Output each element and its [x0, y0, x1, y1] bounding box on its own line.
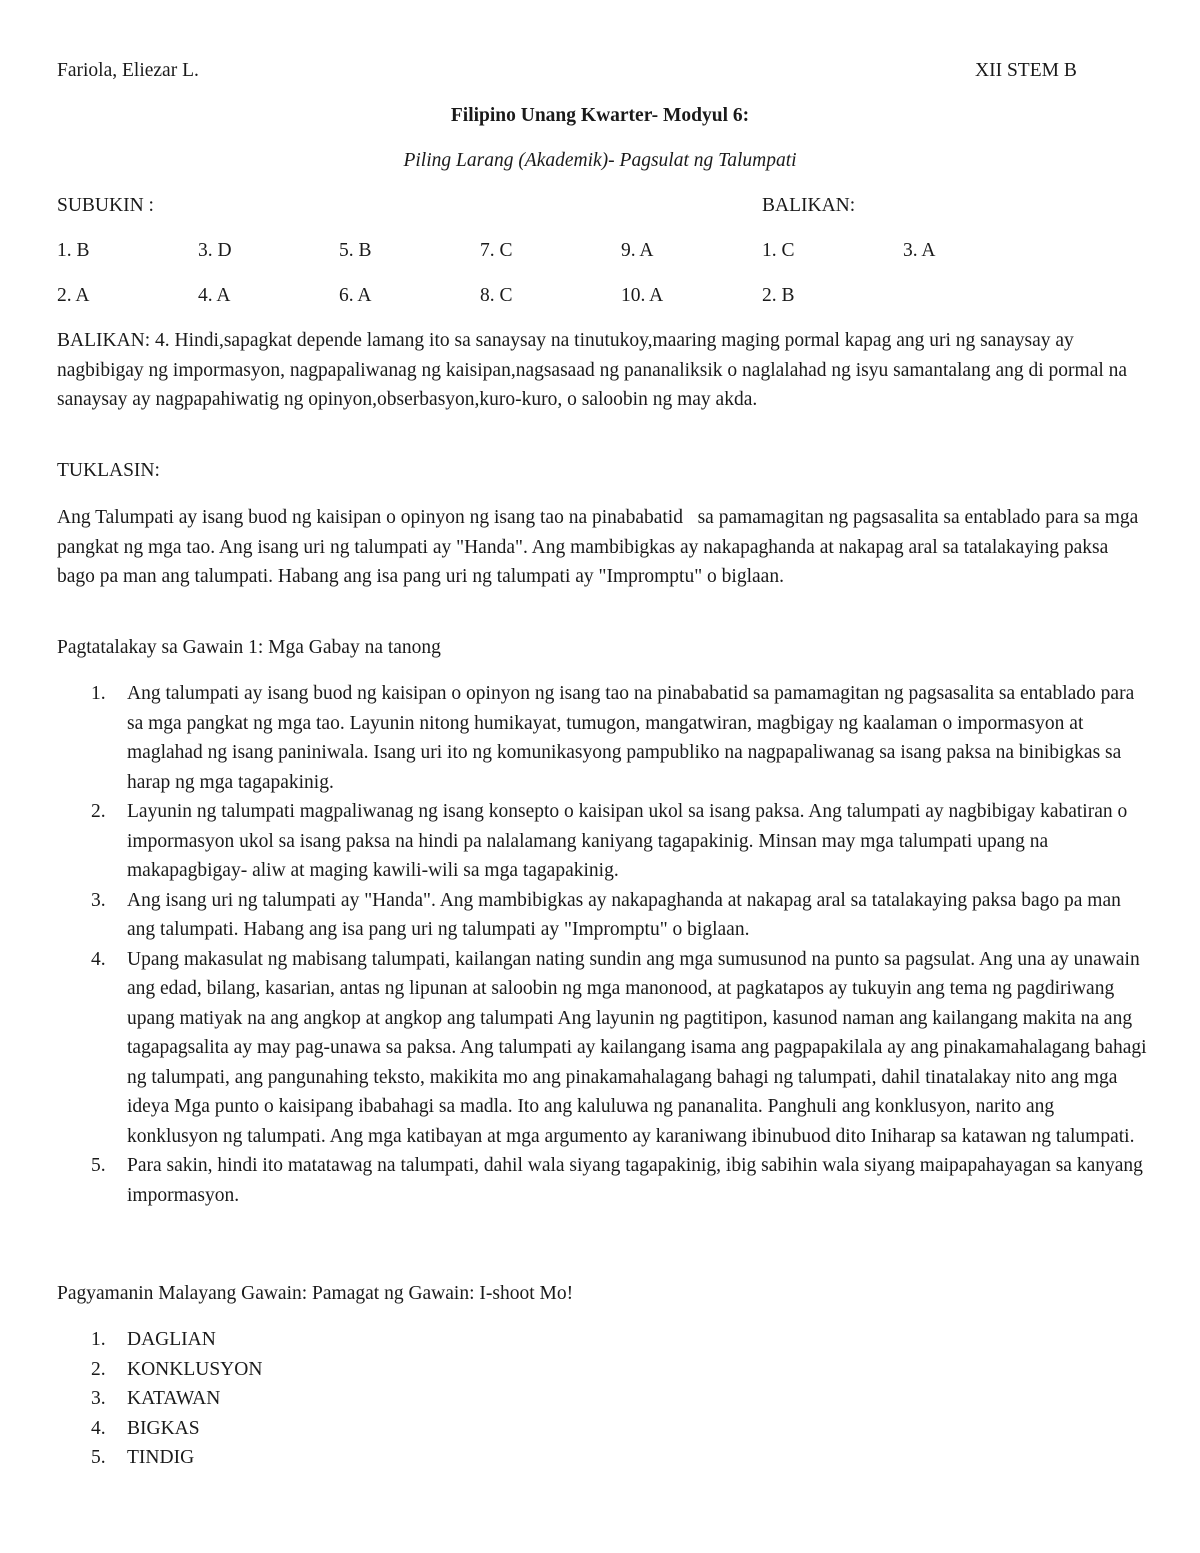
list-item-text: Ang talumpati ay isang buod ng kaisipan o opinyon ng isang tao na pinababatid sa pamamagitan ng pagsasalita sa entablado para sa mga pangkat ng mga tao. Layunin nitong humikayat, tumugon, mangatwiran, magbigay ng kaalaman o impormasyon at maglahad ng isang paniniwala. Isang uri ito ng komunikasyong pampubliko na nagpapaliwanag sa isang paksa na binibigkas sa harap ng mga tagapakinig.	[127, 683, 1135, 793]
balikan-answer: 1. C	[762, 240, 795, 261]
list-item-number: 3.	[91, 1388, 106, 1409]
list-item-text: Para sakin, hindi ito matatawag na talumpati, dahil wala siyang tagapakinig, ibig sabihin wala siyang maipapahayagan sa kanyang impormasyon.	[127, 1155, 1143, 1206]
list-item-number: 5.	[91, 1447, 106, 1468]
list-item-number: 4.	[91, 1417, 106, 1439]
list-item	[57, 886, 1147, 945]
list-item	[57, 1443, 1147, 1473]
list-item	[57, 1151, 1147, 1210]
list-item	[57, 945, 1147, 1152]
subukin-answer: 6. A	[339, 285, 372, 306]
list-item	[57, 1384, 1147, 1414]
pagyamanin-label: Pagyamanin Malayang Gawain: Pamagat ng Gawain: I-shoot Mo!	[57, 1283, 574, 1304]
list-item-number: 2.	[91, 1358, 106, 1380]
subukin-answer: 7. C	[480, 240, 513, 261]
subukin-answer: 5. B	[339, 240, 372, 261]
list-item-text: KATAWAN	[127, 1388, 221, 1409]
list-item	[57, 1325, 1147, 1355]
balikan-label: BALIKAN:	[762, 195, 856, 216]
list-item	[57, 797, 1147, 886]
list-item-number: 3.	[91, 889, 106, 911]
list-item	[57, 1355, 1147, 1385]
document-subtitle: Piling Larang (Akademik)- Pagsulat ng Talumpati	[403, 150, 797, 171]
subukin-answer: 10. A	[621, 285, 664, 306]
gawain1-label: Pagtatalakay sa Gawain 1: Mga Gabay na tanong	[57, 637, 441, 658]
list-item-text: Upang makasulat ng mabisang talumpati, kailangan nating sundin ang mga sumusunod na punto sa pagsulat. Ang una ay unawain ang edad, bilang, kasarian, antas ng lipunan at saloobin ng mga manonood, at pagkatapos ay tukuyin ang tema ng pagdiriwang upang matiyak na ang angkop at angkop ang talumpati Ang layunin ng pagtitipon, kasunod naman ang kailangang makita na ang tagapagsalita ay may pag-unawa sa paksa. Ang talumpati ay kailangang isama ang pagpapakilala ay ang pinakamahalagang bahagi ng talumpati, ang pangunahing teksto, makikita mo ang pinakamahalagang bahagi ng talumpati, dahil tinatalakay nito ang mga ideya Mga punto o kaisipang ibabahagi sa madla. Ito ang kaluluwa ng pananalita. Panghuli ang konklusyon, narito ang konklusyon ng talumpati. Ang mga katibayan at mga argumento ay karaniwang ibinubuod dito Iniharap sa katawan ng talumpati.	[127, 948, 1147, 1147]
list-item-text: KONKLUSYON	[127, 1358, 263, 1380]
tuklasin-label: TUKLASIN:	[57, 460, 160, 481]
list-item	[57, 679, 1147, 797]
list-item	[57, 1414, 1147, 1444]
subukin-label: SUBUKIN :	[57, 195, 154, 216]
subukin-answer: 1. B	[57, 240, 90, 261]
subukin-answer: 2. A	[57, 285, 90, 306]
list-item-number: 1.	[91, 683, 106, 704]
student-section: XII STEM B	[975, 60, 1077, 81]
document-title: Filipino Unang Kwarter- Modyul 6:	[450, 105, 750, 126]
balikan-answer: 3. A	[903, 240, 936, 261]
tuklasin-paragraph: Ang Talumpati ay isang buod ng kaisipan o opinyon ng isang tao na pinababatid sa pamamagitan ng pagsasalita sa entablado para sa mga pangkat ng mga tao. Ang isang uri ng talumpati ay "Handa". Ang mambibigkas ay nakapaghanda at nakapag aral sa tatalakaying paksa bago pa man ang talumpati. Habang ang isa pang uri ng talumpati ay "Impromptu" o biglaan.	[57, 507, 1144, 587]
pagyamanin-list	[57, 1325, 1147, 1473]
subukin-answer: 4. A	[198, 285, 231, 306]
subukin-answer: 8. C	[480, 285, 513, 306]
list-item-number: 1.	[91, 1329, 106, 1350]
subukin-answer: 3. D	[198, 240, 232, 261]
list-item-text: Layunin ng talumpati magpaliwanag ng isang konsepto o kaisipan ukol sa isang paksa. Ang talumpati ay nagbibigay kabatiran o impormasyon ukol sa isang paksa na hindi pa nalalamang kaniyang tagapakinig. Minsan may mga talumpati upang na makapagbigay- aliw at maging kawili-wili sa mga tagapakinig.	[127, 801, 1128, 881]
list-item-text: BIGKAS	[127, 1417, 200, 1439]
gawain1-list	[57, 679, 1147, 1210]
list-item-number: 4.	[91, 948, 106, 970]
list-item-text: Ang isang uri ng talumpati ay "Handa". Ang mambibigkas ay nakapaghanda at nakapag aral sa tatalakaying paksa bago pa man ang talumpati. Habang ang isa pang uri ng talumpati ay "Impromptu" o biglaan.	[127, 889, 1121, 940]
list-item-text: TINDIG	[127, 1447, 195, 1468]
list-item-number: 2.	[91, 801, 106, 822]
balikan-answer-4: BALIKAN: 4. Hindi,sapagkat depende lamang ito sa sanaysay na tinutukoy,maaring maging pormal kapag ang uri ng sanaysay ay nagbibigay ng impormasyon, nagpapaliwanag ng kaisipan,nagsasaad ng pananaliksik o naglalahad ng isyu samantalang ang di pormal na sanaysay ay nagpapahiwatig ng opinyon,obserbasyon,kuro-kuro, o saloobin ng may akda.	[57, 330, 1128, 410]
student-name: Fariola, Eliezar L.	[57, 60, 199, 81]
balikan-answer: 2. B	[762, 285, 795, 306]
list-item-text: DAGLIAN	[127, 1329, 216, 1350]
subukin-answer: 9. A	[621, 240, 654, 261]
list-item-number: 5.	[91, 1155, 106, 1176]
